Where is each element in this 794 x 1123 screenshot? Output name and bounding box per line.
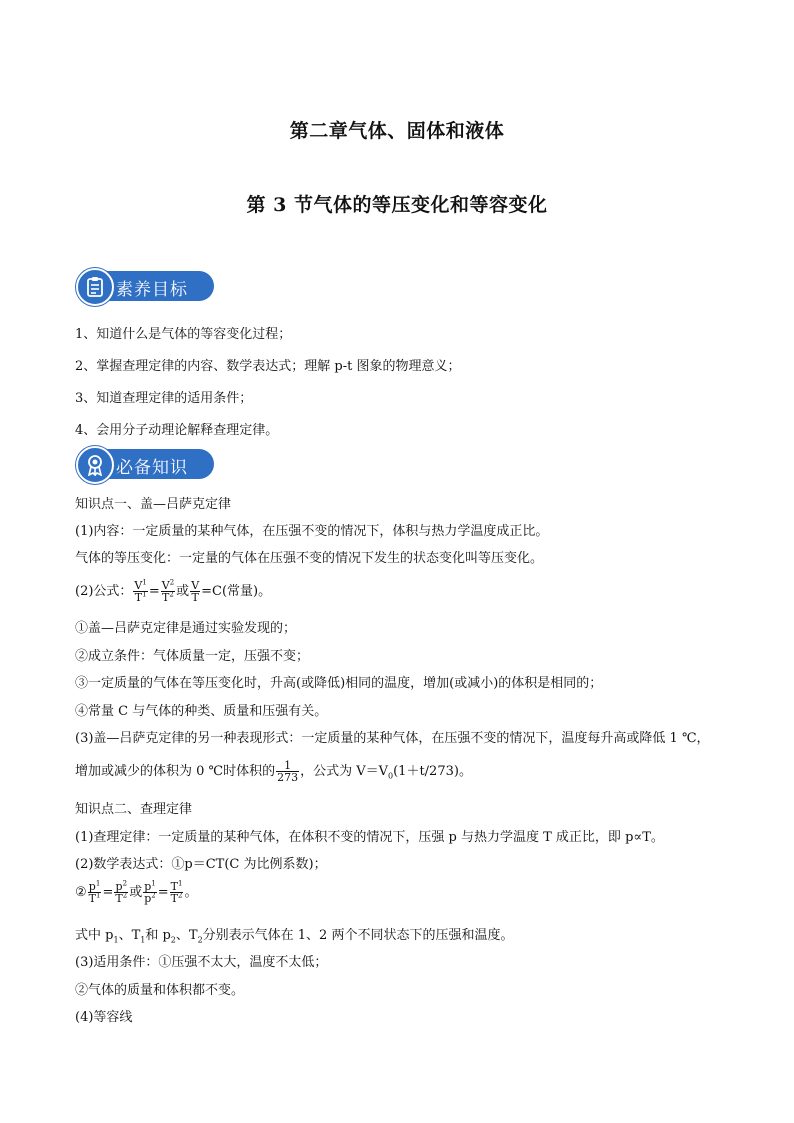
k2-isochore: (4)等容线 (75, 1010, 133, 1025)
award-ribbon-icon (76, 446, 114, 484)
goal-item-4: 4、会用分子动理论解释查理定律。 (75, 423, 279, 438)
k1-note-4: ④常量 C 与气体的种类、质量和压强有关。 (75, 704, 328, 719)
goal-item-3: 3、知道查理定律的适用条件； (75, 391, 253, 406)
knowledge-badge (76, 446, 216, 482)
k1-content: (1)内容：一定质量的某种气体，在压强不变的情况下，体积与热力学温度成正比。 (75, 524, 549, 539)
goal-item-1: 1、知道什么是气体的等容变化过程； (75, 327, 292, 342)
k2-law: (1)查理定律：一定质量的某种气体，在体积不变的情况下，压强 p 与热力学温度 T 成正比，即 p∝T。 (75, 830, 664, 845)
goal-item-2: 2、掌握查理定律的内容、数学表达式；理解 p-t 图象的物理意义； (75, 359, 461, 374)
goals-badge-label: 素养目标 (116, 280, 188, 300)
clipboard-icon (76, 268, 114, 306)
k2-condition: (3)适用条件：①压强不太大，温度不太低； (75, 955, 328, 970)
k1-other-form-2: 增加或减少的体积为 0 ℃时体积的 $\frac{1}{273}$ ，公式为 $V=V_0(1+t/273)$。 (75, 759, 472, 784)
fraction-p1-t1: $\frac{p^1}{T^1}$ (88, 879, 101, 905)
k1-definition: 气体的等压变化：一定量的气体在压强不变的情况下发生的状态变化叫等压变化。 (75, 551, 544, 566)
fraction-v1-t1: $\frac{V^1}{T^1}$ (134, 578, 147, 604)
k2-expr-2: ② $\frac{p^1}{T^1}$ = $\frac{p^2}{T^2}$ 或 $\frac{p^1}{p^2}$ = $\frac{T^1}{T^2}$ 。 (75, 879, 198, 905)
section-title: 第 3 节气体的等压变化和等容变化 (246, 194, 548, 216)
knowledge-badge-label: 必备知识 (116, 458, 188, 478)
fraction-v2-t2: $\frac{V^2}{T^2}$ (161, 578, 175, 604)
fraction-p1-p2: $\frac{p^1}{p^2}$ (144, 879, 156, 905)
fraction-1-273: $\frac{1}{273}$ (277, 759, 299, 784)
k2-explain: 式中 $p_1$、$T_1$和 $p_2$、$T_2$分别表示气体在 1、2 两个不同状态下的压强和温度。 (75, 928, 514, 945)
k2-condition-2: ②气体的质量和体积都不变。 (75, 983, 245, 998)
fraction-v-t: $\frac{V}{T}$ (191, 579, 200, 604)
k1-note-3: ③一定质量的气体在等压变化时，升高(或降低)相同的温度，增加(或减小)的体积是相同的； (75, 676, 603, 691)
k2-heading: 知识点二、查理定律 (75, 802, 193, 817)
k1-formula: (2)公式： $\frac{V^1}{T^1}$ = $\frac{V^2}{T^2}$ 或 $\frac{V}{T}$ =C(常量)。 (75, 578, 272, 604)
k1-other-form: (3)盖—吕萨克定律的另一种表现形式：一定质量的某种气体，在压强不变的情况下，温度每升高或降低 1 ℃， (75, 731, 710, 746)
k1-note-1: ①盖—吕萨克定律是通过实验发现的； (75, 621, 297, 636)
fraction-p2-t2: $\frac{p^2}{T^2}$ (115, 879, 128, 905)
fraction-t1-t2: $\frac{T^1}{T^2}$ (170, 879, 183, 905)
k2-expr-1: (2)数学表达式：①p＝CT(C 为比例系数)； (75, 857, 327, 872)
k1-note-2: ②成立条件：气体质量一定，压强不变； (75, 649, 310, 664)
goals-badge (76, 268, 216, 304)
k1-heading: 知识点一、盖—吕萨克定律 (75, 497, 232, 512)
chapter-title: 第二章气体、固体和液体 (289, 120, 505, 142)
